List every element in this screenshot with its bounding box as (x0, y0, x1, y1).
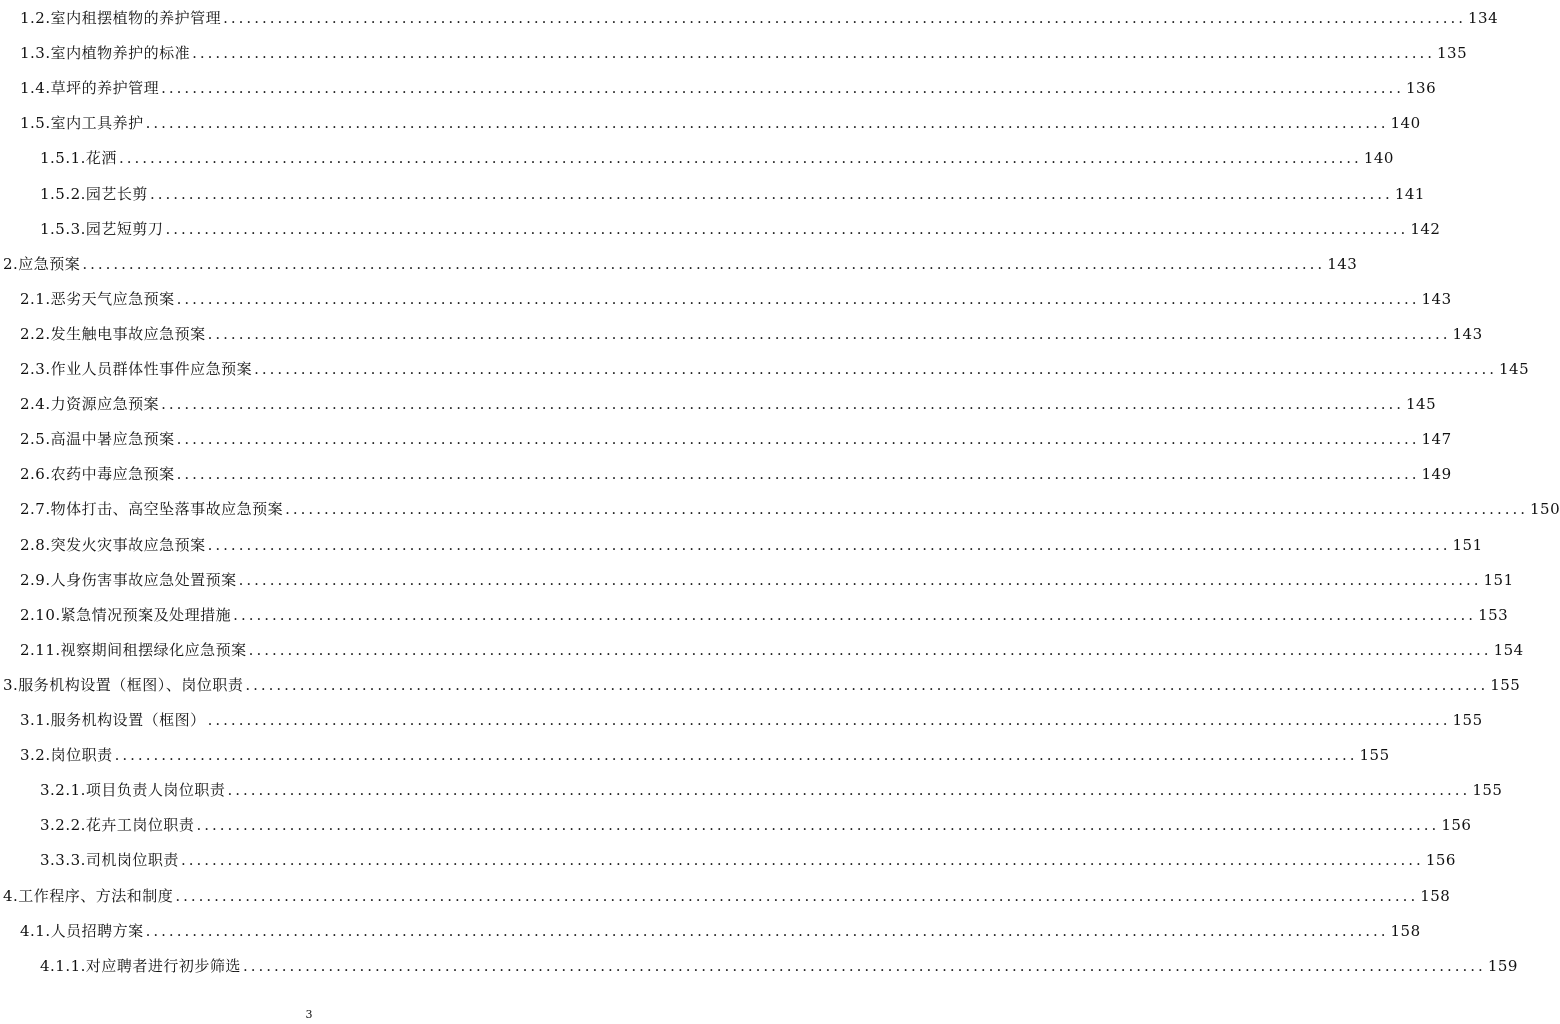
toc-leader-dots: ................................................................................................................................................................ (82, 254, 1326, 273)
toc-entry-title: 2.6.农药中毒应急预案 (20, 465, 175, 484)
toc-entry[interactable] (40, 813, 1472, 837)
toc-entry[interactable] (40, 182, 1425, 206)
toc-entry-title: 3.服务机构设置（框图）、岗位职责 (3, 675, 244, 694)
toc-entry-title: 2.1.恶劣天气应急预案 (20, 289, 175, 308)
toc-entry[interactable] (20, 427, 1452, 451)
toc-entry-page: 136 (1406, 79, 1437, 98)
toc-leader-dots: ................................................................................................................................................................ (233, 605, 1477, 624)
toc-entry[interactable] (3, 884, 1451, 908)
toc-entry-title: 1.4.草坪的养护管理 (20, 79, 160, 98)
toc-leader-dots: ................................................................................................................................................................ (161, 395, 1405, 414)
toc-entry-page: 141 (1394, 184, 1425, 203)
toc-entry-title: 3.2.2.花卉工岗位职责 (40, 816, 195, 835)
toc-entry-title: 2.3.作业人员群体性事件应急预案 (20, 360, 253, 378)
toc-entry-title: 3.3.3.司机岗位职责 (40, 851, 179, 870)
toc-entry-title: 2.11.视察期间租摆绿化应急预案 (20, 640, 247, 659)
toc-entry-title: 1.2.室内租摆植物的养护管理 (20, 9, 222, 27)
toc-entry[interactable] (20, 568, 1514, 592)
toc-entry-title: 4.1.人员招聘方案 (20, 921, 144, 940)
toc-entry-page: 158 (1420, 886, 1451, 905)
toc-entry-title: 2.4.力资源应急预案 (20, 395, 160, 414)
toc-entry-title: 1.5.3.园艺短剪刀 (40, 219, 164, 238)
toc-entry[interactable] (20, 111, 1421, 135)
toc-entry-page: 149 (1421, 465, 1452, 484)
toc-entry[interactable] (20, 287, 1452, 311)
toc-entry-title: 3.2.1.项目负责人岗位职责 (40, 781, 226, 800)
toc-entry-page: 143 (1452, 324, 1483, 343)
toc-leader-dots: ................................................................................................................................................................ (242, 956, 1486, 975)
toc-entry[interactable] (20, 6, 1499, 30)
toc-entry-page: 135 (1437, 44, 1468, 63)
toc-leader-dots: ................................................................................................................................................................ (254, 360, 1498, 378)
toc-leader-dots: ................................................................................................................................................................ (149, 184, 1393, 203)
toc-entry-title: 1.5.2.园艺长剪 (40, 184, 148, 203)
toc-entry-page: 150 (1530, 500, 1560, 519)
toc-entry[interactable] (20, 322, 1483, 346)
toc-entry-page: 153 (1478, 605, 1509, 624)
toc-entry[interactable] (20, 919, 1421, 943)
toc-entry-page: 140 (1363, 149, 1394, 168)
toc-leader-dots: ................................................................................................................................................................ (248, 640, 1492, 659)
toc-leader-dots: ................................................................................................................................................................ (176, 289, 1420, 308)
toc-leader-dots: ................................................................................................................................................................ (223, 9, 1467, 27)
toc-leader-dots: ................................................................................................................................................................ (165, 219, 1409, 238)
toc-entry-page: 155 (1359, 746, 1390, 765)
toc-entry-page: 151 (1483, 570, 1514, 589)
toc-entry-title: 2.应急预案 (3, 254, 81, 273)
toc-leader-dots: ................................................................................................................................................................ (207, 711, 1451, 729)
toc-entry-page: 154 (1493, 640, 1524, 659)
toc-leader-dots: ................................................................................................................................................................ (285, 500, 1529, 519)
toc-entry[interactable] (40, 146, 1394, 170)
toc-entry-title: 3.1.服务机构设置（框图） (20, 711, 206, 729)
toc-entry-page: 134 (1468, 9, 1499, 27)
toc-entry-page: 155 (1472, 781, 1503, 800)
toc-leader-dots: ................................................................................................................................................................ (175, 886, 1419, 905)
toc-leader-dots: ................................................................................................................................................................ (161, 79, 1405, 98)
toc-entry-title: 2.7.物体打击、高空坠落事故应急预案 (20, 500, 284, 519)
toc-leader-dots: ................................................................................................................................................................ (114, 746, 1358, 765)
toc-entry-title: 3.2.岗位职责 (20, 746, 113, 765)
toc-entry[interactable] (20, 357, 1530, 381)
toc-entry-title: 1.5.1.花洒 (40, 149, 117, 168)
toc-entry[interactable] (20, 41, 1468, 65)
toc-entry-title: 4.1.1.对应聘者进行初步筛选 (40, 956, 241, 975)
toc-entry[interactable] (3, 252, 1358, 276)
toc-leader-dots: ................................................................................................................................................................ (238, 570, 1482, 589)
toc-leader-dots: ................................................................................................................................................................ (145, 921, 1389, 940)
toc-entry-page: 142 (1410, 219, 1441, 238)
toc-entry[interactable] (20, 497, 1560, 521)
toc-entry[interactable] (20, 638, 1524, 662)
toc-leader-dots: ................................................................................................................................................................ (245, 675, 1489, 694)
toc-entry-page: 143 (1421, 289, 1452, 308)
toc-entry-title: 2.5.高温中暑应急预案 (20, 430, 175, 449)
toc-leader-dots: ................................................................................................................................................................ (207, 535, 1451, 554)
toc-entry-title: 2.10.紧急情况预案及处理措施 (20, 605, 232, 624)
toc-entry[interactable] (20, 533, 1483, 557)
toc-entry[interactable] (20, 462, 1452, 486)
page-number: 3 (305, 1008, 313, 1021)
toc-entry-title: 2.9.人身伤害事故应急处置预案 (20, 570, 237, 589)
toc-leader-dots: ................................................................................................................................................................ (145, 114, 1389, 133)
toc-entry[interactable] (20, 603, 1509, 627)
toc-entry[interactable] (20, 76, 1437, 100)
toc-entry-title: 4.工作程序、方法和制度 (3, 886, 174, 905)
toc-entry-page: 143 (1327, 254, 1358, 273)
toc-entry-title: 2.2.发生触电事故应急预案 (20, 324, 206, 343)
toc-entry-page: 145 (1499, 360, 1530, 378)
toc-entry[interactable] (20, 743, 1390, 767)
toc-entry-page: 159 (1487, 956, 1518, 975)
toc-entry[interactable] (40, 954, 1518, 978)
toc-entry[interactable] (3, 673, 1521, 697)
toc-entry-page: 151 (1452, 535, 1483, 554)
toc-leader-dots: ................................................................................................................................................................ (196, 816, 1440, 835)
toc-leader-dots: ................................................................................................................................................................ (118, 149, 1362, 168)
toc-entry-page: 156 (1441, 816, 1472, 835)
toc-leader-dots: ................................................................................................................................................................ (180, 851, 1424, 870)
toc-leader-dots: ................................................................................................................................................................ (207, 324, 1451, 343)
toc-entry-title: 1.5.室内工具养护 (20, 114, 144, 133)
toc-entry-title: 1.3.室内植物养护的标准 (20, 44, 191, 63)
toc-entry-page: 158 (1390, 921, 1421, 940)
toc-leader-dots: ................................................................................................................................................................ (192, 44, 1436, 63)
toc-entry-page: 145 (1406, 395, 1437, 414)
toc-entry-page: 147 (1421, 430, 1452, 449)
toc-entry[interactable] (40, 217, 1441, 241)
toc-entry[interactable] (40, 778, 1503, 802)
toc-entry[interactable] (20, 392, 1437, 416)
toc-leader-dots: ................................................................................................................................................................ (176, 465, 1420, 484)
toc-entry[interactable] (40, 848, 1456, 872)
toc-entry-page: 156 (1425, 851, 1456, 870)
toc-leader-dots: ................................................................................................................................................................ (227, 781, 1471, 800)
toc-entry-page: 155 (1452, 711, 1483, 729)
toc-entry-page: 140 (1390, 114, 1421, 133)
toc-entry-page: 155 (1490, 675, 1521, 694)
toc-entry-title: 2.8.突发火灾事故应急预案 (20, 535, 206, 554)
toc-entry[interactable] (20, 708, 1483, 732)
toc-leader-dots: ................................................................................................................................................................ (176, 430, 1420, 449)
